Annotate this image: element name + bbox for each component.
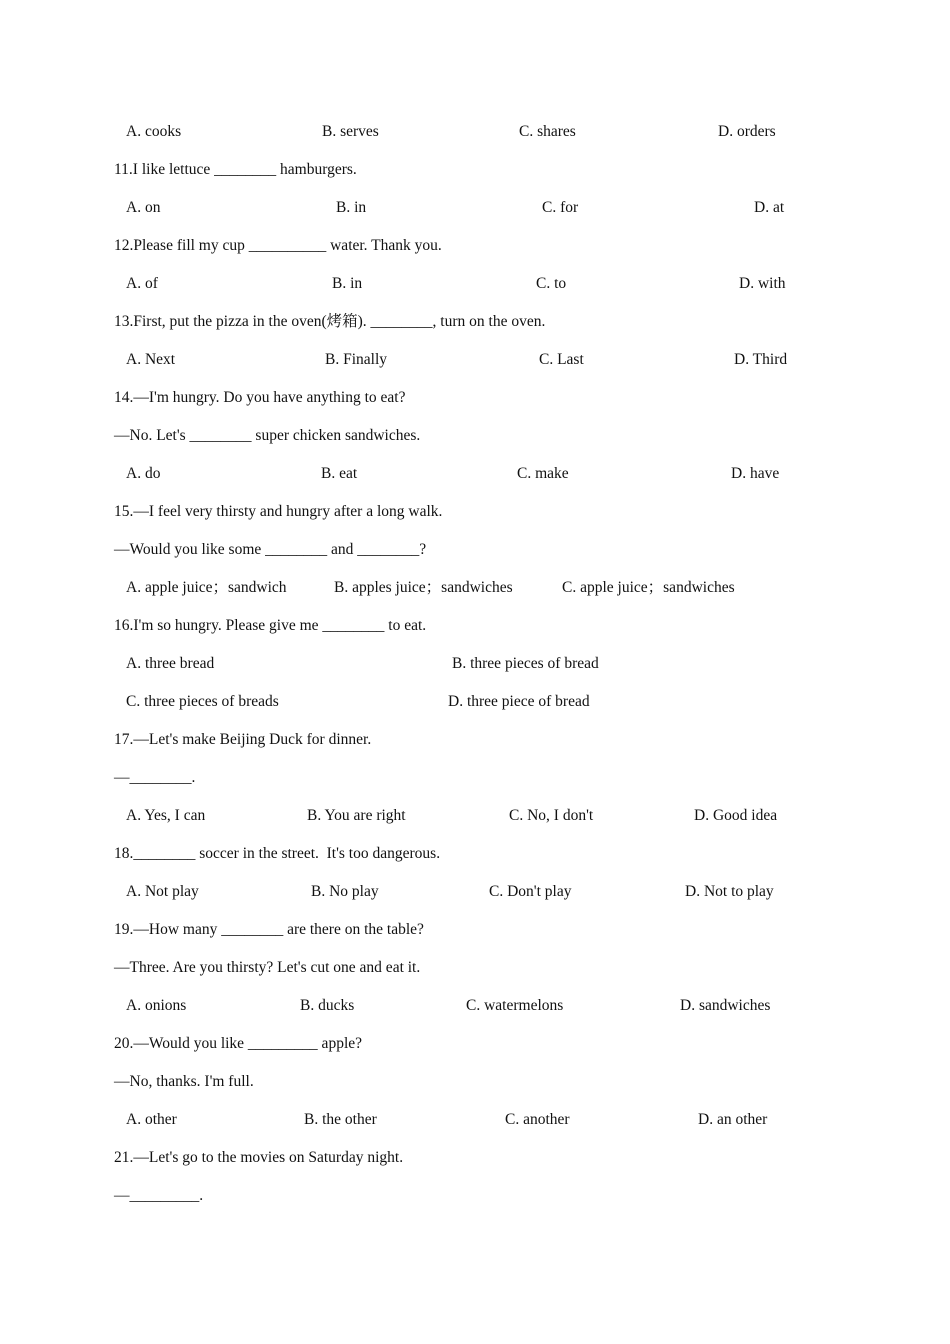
answer-option: C. No, I don't — [509, 807, 594, 824]
question-line — [0, 428, 950, 448]
question-text: 20.—Would you like _________ apple? — [114, 1035, 363, 1052]
answer-option: A. on — [126, 199, 161, 216]
answer-option: B. in — [332, 275, 363, 292]
answer-option: D. an other — [698, 1111, 768, 1128]
answer-option: A. do — [126, 465, 161, 482]
answer-options-row — [0, 352, 950, 372]
answer-option: C. apple juice；sandwiches — [562, 579, 735, 596]
question-line — [0, 238, 950, 258]
answer-option: D. three piece of bread — [448, 693, 590, 710]
question-text: —Three. Are you thirsty? Let's cut one and eat it. — [114, 959, 421, 976]
answer-option: C. watermelons — [466, 997, 564, 1014]
answer-option: B. No play — [311, 883, 379, 900]
answer-option: C. another — [505, 1111, 570, 1128]
answer-option: B. three pieces of bread — [452, 655, 599, 672]
answer-option: A. apple juice；sandwich — [126, 579, 287, 596]
answer-options-row — [0, 884, 950, 904]
answer-option: C. three pieces of breads — [126, 693, 279, 710]
question-line — [0, 542, 950, 562]
question-text: 18.________ soccer in the street. It's too dangerous. — [114, 845, 441, 862]
answer-option: B. apples juice；sandwiches — [334, 579, 513, 596]
answer-option: A. Yes, I can — [126, 807, 206, 824]
answer-option: C. make — [517, 465, 569, 482]
answer-option: D. with — [739, 275, 786, 292]
answer-option: A. Not play — [126, 883, 199, 900]
question-line — [0, 1036, 950, 1056]
answer-option: D. at — [754, 199, 785, 216]
question-text: 15.—I feel very thirsty and hungry after a long walk. — [114, 503, 443, 520]
question-text: —_________. — [114, 1187, 204, 1204]
question-text: 11.I like lettuce ________ hamburgers. — [114, 161, 357, 178]
question-text: —________. — [114, 769, 196, 786]
question-line — [0, 1150, 950, 1170]
answer-option: A. three bread — [126, 655, 215, 672]
answer-option: A. other — [126, 1111, 177, 1128]
answer-option: D. Third — [734, 351, 788, 368]
answer-option: B. You are right — [307, 807, 406, 824]
answer-option: B. serves — [322, 123, 379, 140]
question-line — [0, 390, 950, 410]
answer-option: C. shares — [519, 123, 576, 140]
question-line — [0, 162, 950, 182]
question-text: —Would you like some ________ and ________? — [114, 541, 427, 558]
question-text: 16.I'm so hungry. Please give me ________ to eat. — [114, 617, 427, 634]
answer-option: D. Not to play — [685, 883, 774, 900]
question-text: —No. Let's ________ super chicken sandwiches. — [114, 427, 421, 444]
answer-options-row — [0, 124, 950, 144]
question-text: —No, thanks. I'm full. — [114, 1073, 254, 1090]
answer-options-row — [0, 694, 950, 714]
answer-option: B. in — [336, 199, 367, 216]
question-text: 19.—How many ________ are there on the table? — [114, 921, 424, 938]
answer-option: C. to — [536, 275, 567, 292]
answer-options-row — [0, 580, 950, 600]
question-line — [0, 770, 950, 790]
answer-option: D. Good idea — [694, 807, 778, 824]
answer-option: B. Finally — [325, 351, 388, 368]
answer-options-row — [0, 808, 950, 828]
question-line — [0, 618, 950, 638]
question-text: 12.Please fill my cup __________ water. Thank you. — [114, 237, 442, 254]
question-text: 14.—I'm hungry. Do you have anything to eat? — [114, 389, 406, 406]
answer-options-row — [0, 998, 950, 1018]
answer-options-row — [0, 200, 950, 220]
question-line — [0, 314, 950, 334]
answer-option: D. orders — [718, 123, 776, 140]
question-line — [0, 846, 950, 866]
question-line — [0, 1188, 950, 1208]
answer-option: C. Last — [539, 351, 584, 368]
question-text: 13.First, put the pizza in the oven(烤箱). ________, turn on the oven. — [114, 313, 546, 330]
question-line — [0, 732, 950, 752]
question-line — [0, 922, 950, 942]
answer-option: A. Next — [126, 351, 176, 368]
question-line — [0, 504, 950, 524]
question-line — [0, 1074, 950, 1094]
answer-option: C. for — [542, 199, 579, 216]
question-line — [0, 960, 950, 980]
answer-options-row — [0, 276, 950, 296]
answer-option: B. ducks — [300, 997, 355, 1014]
answer-option: B. the other — [304, 1111, 377, 1128]
answer-options-row — [0, 656, 950, 676]
question-text: 21.—Let's go to the movies on Saturday night. — [114, 1149, 404, 1166]
question-text: 17.—Let's make Beijing Duck for dinner. — [114, 731, 372, 748]
answer-option: C. Don't play — [489, 883, 572, 900]
answer-option: D. sandwiches — [680, 997, 771, 1014]
answer-option: B. eat — [321, 465, 358, 482]
answer-option: A. of — [126, 275, 158, 292]
answer-options-row — [0, 1112, 950, 1132]
answer-option: A. onions — [126, 997, 187, 1014]
answer-option: A. cooks — [126, 123, 182, 140]
answer-option: D. have — [731, 465, 780, 482]
answer-options-row — [0, 466, 950, 486]
